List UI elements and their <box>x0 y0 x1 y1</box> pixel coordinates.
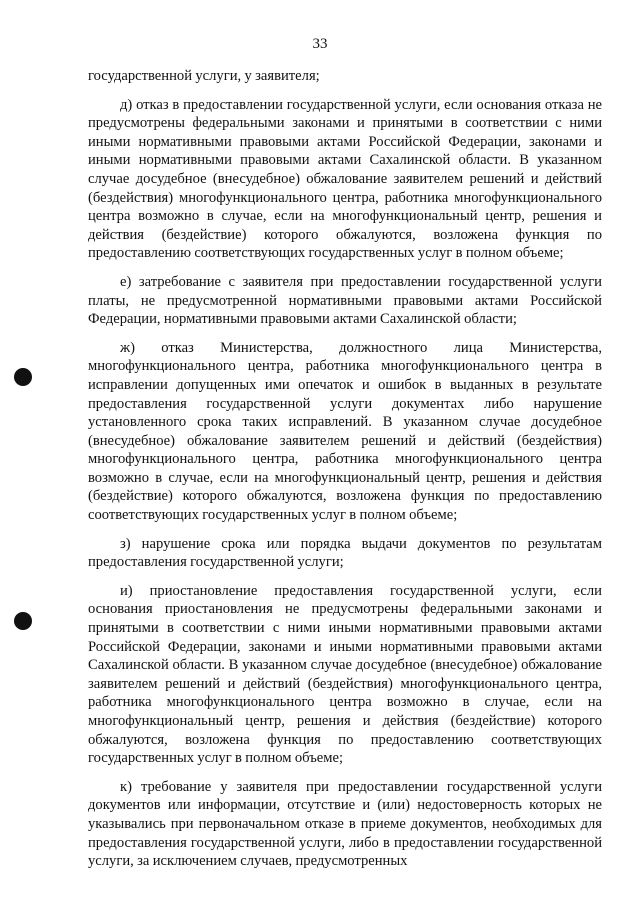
punch-hole-mark <box>14 368 32 386</box>
paragraph-d: д) отказ в предоставлении государственной услуги, если основания отказа не предусмотрены федеральными законами и принятыми в соответствии с ними иными нормативными правовыми актами Российской Федерации, законами и иными нормативными правовыми актами Сахалинской области. В указанном случае досудебное (внесудебное) обжалование заявителем решений и действий (бездействия) многофункционального центра, работника многофункционального центра возможно в случае, если на многофункциональный центр, решения и действия (бездействие) которого обжалуются, возложена функция по предоставлению соответствующих государственных услуг в полном объеме; <box>88 96 602 262</box>
paragraph-e: е) затребование с заявителя при предоставлении государственной услуги платы, не предусмотренной нормативными правовыми актами Российской Федерации, нормативными правовыми актами Сахалинской области; <box>88 273 602 328</box>
paragraph-continuation: государственной услуги, у заявителя; <box>88 68 320 84</box>
paragraph-zh: ж) отказ Министерства, должностного лица Министерства, многофункционального центра, работника многофункционального центра в исправлении допущенных ими опечаток и ошибок в выданных в результате предоставления государственной услуги документах либо нарушение установленного срока таких исправлений. В указанном случае досудебное (внесудебное) обжалование заявителем решений и действий (бездействия) многофункционального центра, работника многофункционального центра возможно в случае, если на многофункциональный центр, решения и действия (бездействие) которого обжалуются, возложена функция по предоставлению соответствующих государственных услуг в полном объеме; <box>88 339 602 524</box>
paragraph-z: з) нарушение срока или порядка выдачи документов по результатам предоставления государственной услуги; <box>88 535 602 571</box>
page-number: 33 <box>312 36 328 52</box>
paragraph-k: к) требование у заявителя при предоставлении государственной услуги документов или информации, отсутствие и (или) недостоверность которых не указывались при первоначальном отказе в приеме документов, необходимых для предоставления государственной услуги, либо в предоставлении государственной услуги, за исключением случаев, предусмотренных <box>88 778 602 870</box>
paragraph-i: и) приостановление предоставления государственной услуги, если основания приостановления не предусмотрены федеральными законами и принятыми в соответствии с ними иными нормативными правовыми актами Российской Федерации, законами и иными нормативными правовыми актами Сахалинской области. В указанном случае досудебное (внесудебное) обжалование заявителем решений и действий (бездействия) многофункционального центра, работника многофункционального центра возможно в случае, если на многофункциональный центр, решения и действия (бездействие) которого обжалуются, возложена функция по предоставлению соответствующих государственных услуг в полном объеме; <box>88 582 602 767</box>
document-body <box>88 67 602 871</box>
punch-hole-mark <box>14 612 32 630</box>
